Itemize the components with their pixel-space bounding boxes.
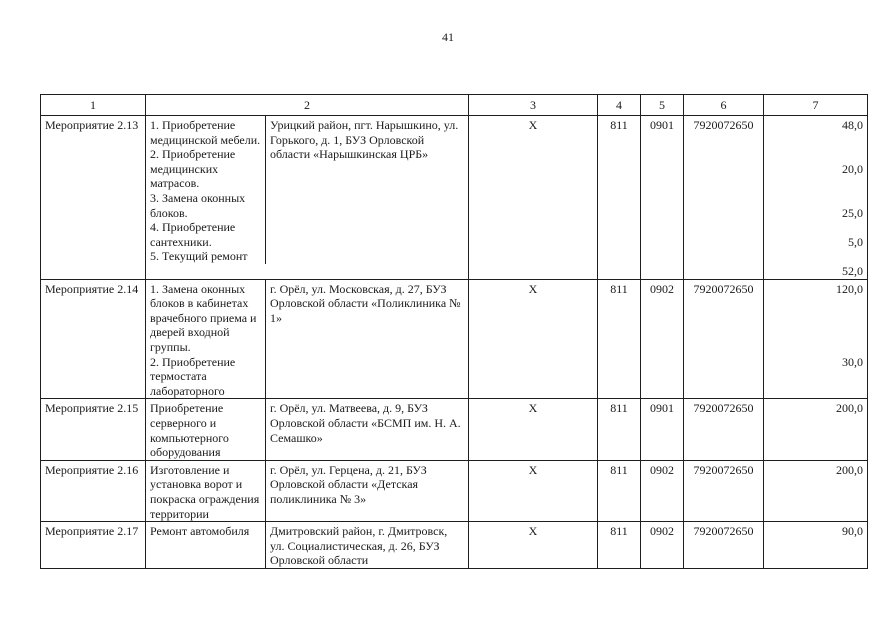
header-cell: 4	[598, 95, 641, 116]
work-item: Изготовление и установка ворот и покраска ограждения территории	[146, 461, 266, 521]
amount-value: 20,0	[842, 162, 863, 176]
header-cell: 3	[469, 95, 598, 116]
header-cell: 1	[41, 95, 146, 116]
col4-cell: 811	[598, 399, 641, 460]
address-text: г. Орёл, ул. Матвеева, д. 9, БУЗ Орловской области «БСМП им. Н. А. Семашко»	[270, 401, 461, 445]
address-text: г. Орёл, ул. Герцена, д. 21, БУЗ Орловской области «Детская поликлиника № 3»	[270, 462, 427, 506]
col6-cell: 7920072650	[684, 460, 764, 521]
col6-cell: 7920072650	[684, 116, 764, 280]
measure-cell: Мероприятие 2.17	[41, 522, 146, 569]
work-item: Приобретение серверного и компьютерного оборудования	[146, 399, 266, 459]
description-cell	[146, 279, 469, 399]
col5-cell: 0901	[641, 399, 684, 460]
work-item: 1. Приобретение медицинской мебели.	[150, 118, 261, 147]
col6-cell: 7920072650	[684, 399, 764, 460]
description-cell	[146, 399, 469, 460]
amount-value: 120,0	[836, 281, 863, 296]
work-item: 4. Приобретение сантехники.	[150, 220, 236, 249]
col6-cell: 7920072650	[684, 279, 764, 399]
table-row	[41, 399, 868, 460]
amount-value: 52,0	[842, 264, 863, 278]
measure-cell: Мероприятие 2.13	[41, 116, 146, 280]
amount-cell	[764, 279, 868, 399]
address-text: Дмитровский район, г. Дмитровск, ул. Социалистическая, д. 26, БУЗ Орловской области	[270, 524, 448, 568]
work-item: 3. Замена оконных блоков.	[150, 190, 246, 220]
description-cell	[146, 522, 469, 569]
amount-cell	[764, 116, 868, 280]
col3-cell: Х	[469, 399, 598, 460]
description-cell	[146, 116, 469, 280]
work-item: 1. Замена оконных блоков в кабинетах врачебного приема и дверей входной группы.	[150, 281, 257, 354]
table-row	[41, 279, 868, 399]
col3-cell: Х	[469, 116, 598, 280]
work-item: Ремонт автомобиля	[146, 522, 266, 568]
table-row	[41, 522, 868, 569]
amount-value: 48,0	[842, 118, 863, 132]
description-cell	[146, 460, 469, 521]
amount-value: 90,0	[764, 522, 868, 569]
header-cell: 2	[146, 95, 469, 116]
amount-value: 25,0	[842, 206, 863, 220]
col3-cell: Х	[469, 460, 598, 521]
budget-table	[40, 94, 868, 569]
address-text: г. Орёл, ул. Московская, д. 27, БУЗ Орловской области «Поликлиника № 1»	[270, 281, 461, 325]
col6-cell: 7920072650	[684, 522, 764, 569]
col5-cell: 0902	[641, 460, 684, 521]
col4-cell: 811	[598, 116, 641, 280]
measure-cell: Мероприятие 2.15	[41, 399, 146, 460]
work-items	[146, 280, 266, 399]
table-row	[41, 460, 868, 521]
work-item: 5. Текущий ремонт	[150, 249, 248, 264]
amount-value: 5,0	[848, 235, 863, 249]
col4-cell: 811	[598, 279, 641, 399]
col5-cell: 0902	[641, 522, 684, 569]
measure-cell: Мероприятие 2.14	[41, 279, 146, 399]
col3-cell: Х	[469, 522, 598, 569]
work-item: 2. Приобретение медицинских матрасов.	[150, 147, 236, 191]
address-text: Урицкий район, пгт. Нарышкино, ул. Горького, д. 1, БУЗ Орловской области «Нарышкинская ЦРБ»	[270, 118, 459, 162]
amount-value: 30,0	[842, 354, 863, 369]
page-number: 41	[442, 30, 454, 44]
table-header-row	[41, 95, 868, 116]
header-cell: 7	[764, 95, 868, 116]
col4-cell: 811	[598, 522, 641, 569]
header-cell: 6	[684, 95, 764, 116]
col4-cell: 811	[598, 460, 641, 521]
header-cell: 5	[641, 95, 684, 116]
col3-cell: Х	[469, 279, 598, 399]
measure-cell: Мероприятие 2.16	[41, 460, 146, 521]
table-row	[41, 116, 868, 280]
col5-cell: 0901	[641, 116, 684, 280]
amount-value: 200,0	[764, 399, 868, 460]
work-items	[146, 116, 266, 264]
col5-cell: 0902	[641, 279, 684, 399]
work-item: 2. Приобретение термостата лабораторного	[150, 354, 236, 398]
amount-value: 200,0	[764, 460, 868, 521]
